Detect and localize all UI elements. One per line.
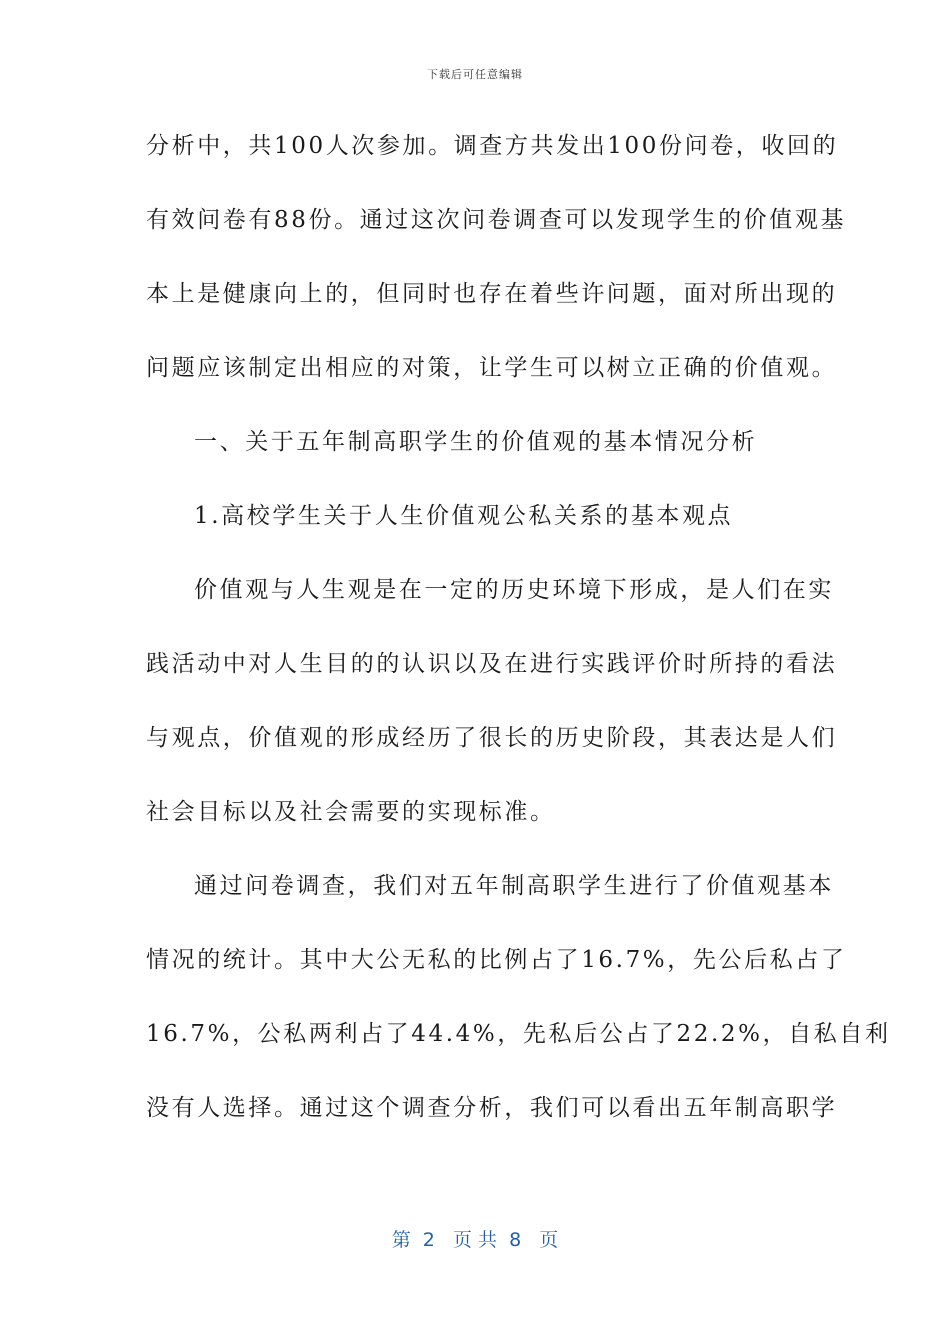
subsection-heading: 1.高校学生关于人生价值观公私关系的基本观点: [194, 503, 734, 529]
body-line: 践活动中对人生目的的认识以及在进行实践评价时所持的看法: [146, 651, 838, 677]
page-number-footer: 第 2 页 共 8 页: [391, 1229, 559, 1251]
body-line: 通过问卷调查，我们对五年制高职学生进行了价值观基本: [194, 873, 834, 899]
body-line: 有效问卷有88份。通过这次问卷调查可以发现学生的价值观基: [146, 207, 847, 233]
body-line: 问题应该制定出相应的对策，让学生可以树立正确的价值观。: [146, 355, 838, 381]
body-line: 价值观与人生观是在一定的历史环境下形成，是人们在实: [194, 577, 834, 603]
body-line: 分析中，共100人次参加。调查方共发出100份问卷，收回的: [146, 133, 839, 159]
body-line: 与观点，价值观的形成经历了很长的历史阶段，其表达是人们: [146, 725, 838, 751]
body-line: 社会目标以及社会需要的实现标准。: [146, 799, 556, 825]
body-line: 本上是健康向上的，但同时也存在着些许问题，面对所出现的: [146, 281, 838, 307]
section-heading: 一、关于五年制高职学生的价值观的基本情况分析: [194, 429, 758, 455]
document-body: [146, 118, 891, 1154]
body-line: 没有人选择。通过这个调查分析，我们可以看出五年制高职学: [146, 1095, 838, 1121]
page-header: 下载后可任意编辑: [427, 68, 523, 81]
body-line: 16.7%，公私两利占了44.4%，先私后公占了22.2%，自私自利: [146, 1021, 891, 1047]
body-line: 情况的统计。其中大公无私的比例占了16.7%，先公后私占了: [146, 947, 847, 973]
